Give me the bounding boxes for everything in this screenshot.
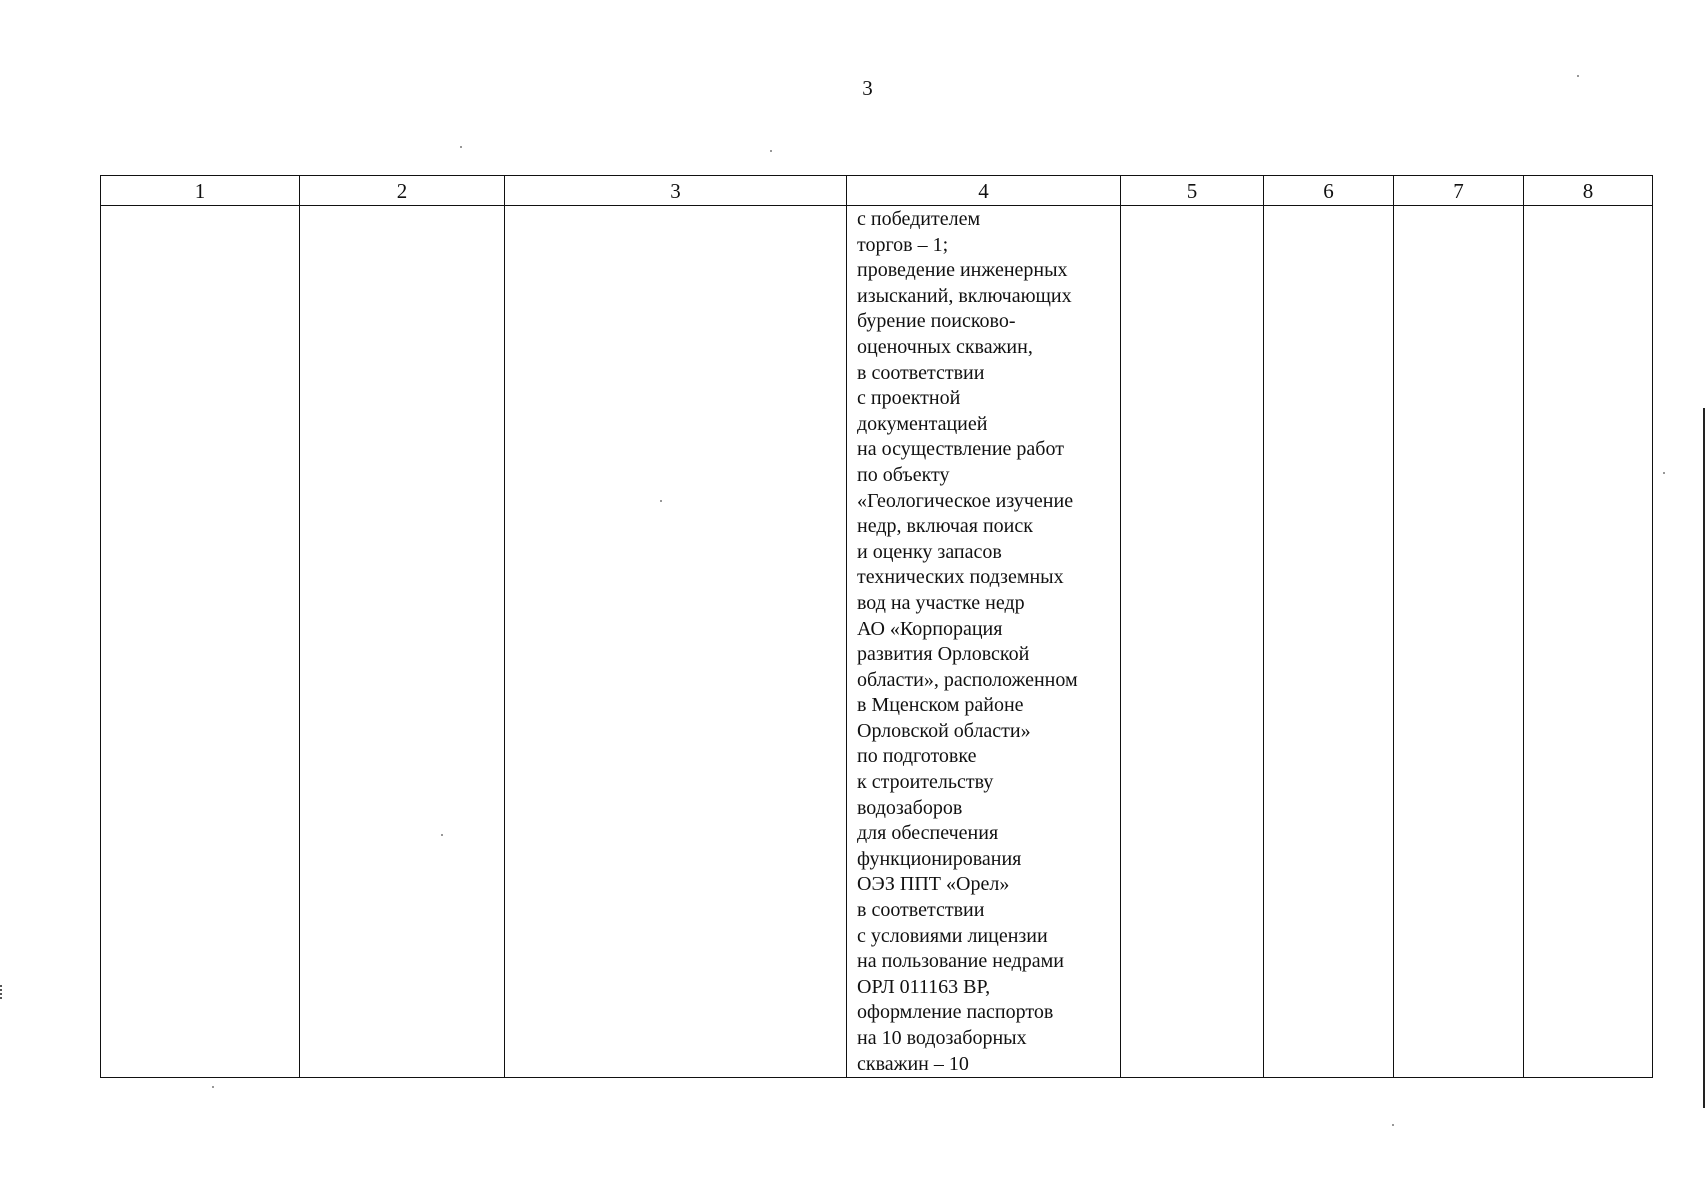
table-row — [101, 206, 1653, 1078]
text-line: на пользование недрами — [857, 950, 1064, 973]
scan-speck — [1663, 472, 1665, 474]
text-line: по подготовке — [857, 745, 977, 768]
column-header-8: 8 — [1524, 176, 1653, 206]
text-line: недр, включая поиск — [857, 515, 1033, 538]
cell-col-7 — [1394, 206, 1524, 1078]
text-line: развития Орловской — [857, 643, 1030, 666]
scan-speck — [1577, 75, 1579, 77]
text-line: вод на участке недр — [857, 591, 1025, 614]
cell-col-8 — [1524, 206, 1653, 1078]
text-line: для обеспечения — [857, 822, 999, 845]
text-line: на 10 водозаборных — [857, 1027, 1027, 1049]
column-header-6: 6 — [1264, 176, 1394, 206]
text-line: в соответствии — [857, 361, 985, 384]
text-line: водозаборов — [857, 796, 963, 819]
scan-margin-mark — [0, 985, 4, 999]
column-header-5: 5 — [1121, 176, 1264, 206]
scan-edge-line — [1703, 408, 1705, 1108]
data-table — [100, 175, 1653, 1078]
text-line: бурение поисково- — [857, 310, 1016, 333]
cell-col-2 — [300, 206, 505, 1078]
cell-col-1 — [101, 206, 300, 1078]
text-line: скважин – 10 — [857, 1052, 969, 1075]
text-line: на осуществление работ — [857, 438, 1064, 461]
cell-col-3 — [505, 206, 847, 1078]
text-line: к строительству — [857, 771, 994, 794]
text-line: Орловской области» — [857, 719, 1031, 742]
text-line: области», расположенном — [857, 668, 1078, 691]
column-4-text — [847, 206, 1120, 1077]
text-line: в соответствии — [857, 899, 985, 922]
scan-speck — [441, 834, 443, 836]
text-line: проведение инженерных — [857, 259, 1068, 282]
text-line: функционирования — [857, 847, 1022, 870]
text-line: и оценку запасов — [857, 540, 1002, 563]
text-line: оформление паспортов — [857, 1001, 1054, 1024]
text-line: технических подземных — [857, 566, 1064, 589]
scan-speck — [460, 146, 462, 148]
column-header-4: 4 — [847, 176, 1121, 206]
column-header-3: 3 — [505, 176, 847, 206]
text-line: оценочных скважин, — [857, 335, 1033, 358]
text-line: по объекту — [857, 463, 950, 486]
scan-speck — [1392, 1124, 1394, 1126]
text-line: «Геологическое изучение — [857, 489, 1074, 512]
text-line: с победителем — [857, 208, 981, 230]
text-line: ОРЛ 011163 ВР, — [857, 975, 991, 998]
text-line: ОЭЗ ППТ «Орел» — [857, 873, 1010, 896]
column-header-1: 1 — [101, 176, 300, 206]
header-row — [101, 176, 1653, 206]
scan-speck — [660, 500, 662, 502]
page-number: 3 — [862, 76, 873, 100]
scan-speck — [212, 1086, 214, 1088]
text-line: АО «Корпорация — [857, 617, 1003, 640]
text-line: с условиями лицензии — [857, 924, 1048, 947]
scan-speck — [770, 150, 772, 152]
column-header-7: 7 — [1394, 176, 1524, 206]
text-line: в Мценском районе — [857, 694, 1024, 717]
cell-col-6 — [1264, 206, 1394, 1078]
text-line: изысканий, включающих — [857, 284, 1072, 307]
text-line: торгов – 1; — [857, 233, 949, 256]
cell-col-5 — [1121, 206, 1264, 1078]
column-header-2: 2 — [300, 176, 505, 206]
text-line: документацией — [857, 412, 988, 435]
text-line: с проектной — [857, 387, 961, 410]
cell-col-4 — [847, 206, 1121, 1078]
